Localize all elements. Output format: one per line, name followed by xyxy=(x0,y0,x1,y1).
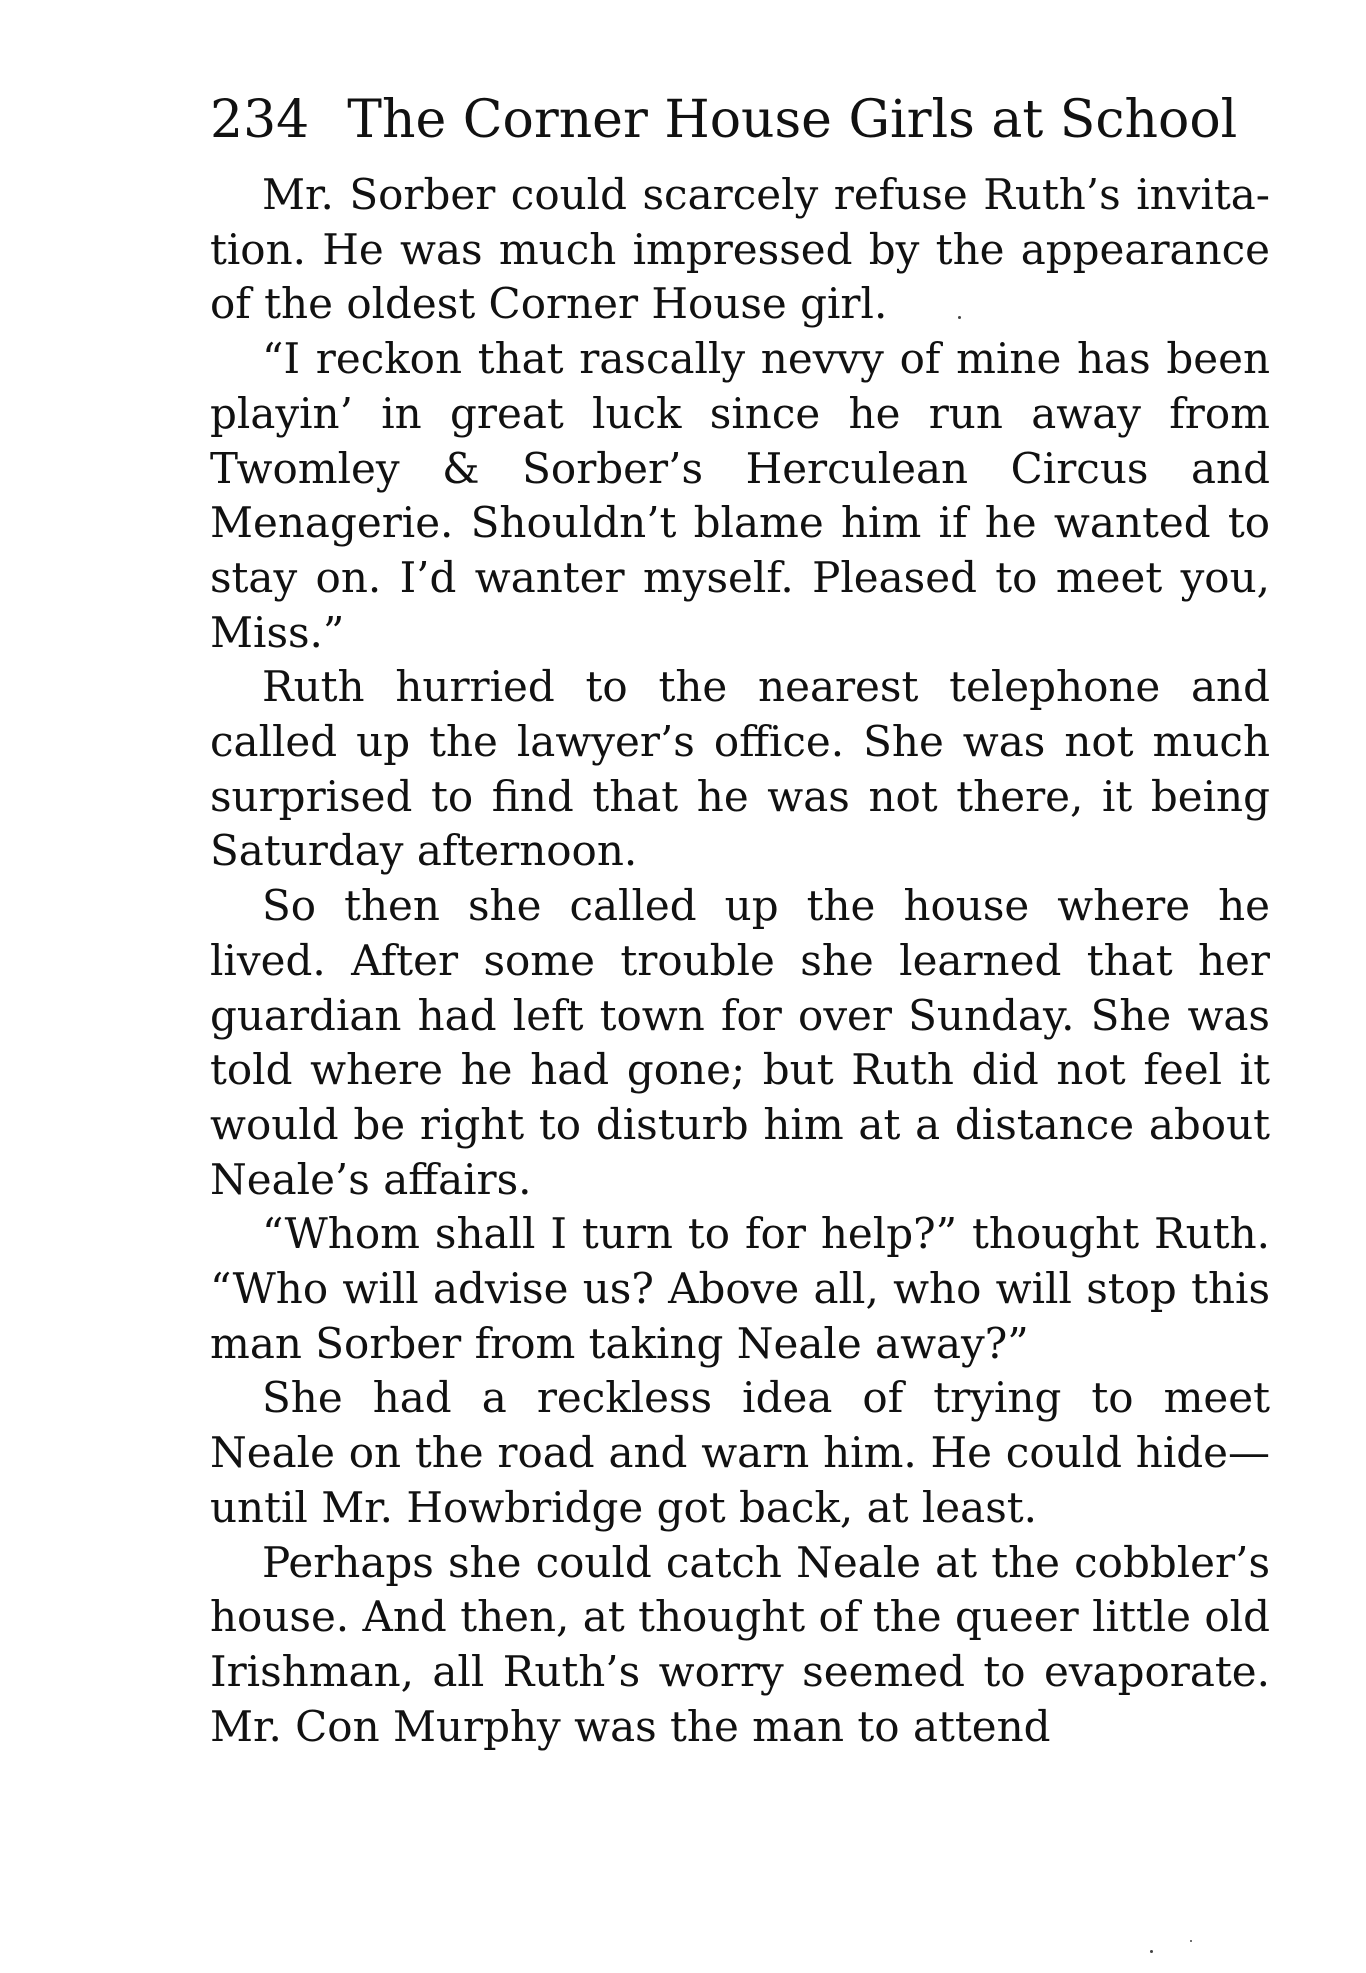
paragraph-6: She had a reckless idea of trying to meet Neale on the road and warn him. He could hide—until Mr. Howbridge got back, at least. xyxy=(210,1373,1270,1532)
paragraph-5: “Whom shall I turn to for help?” thought Ruth. “Who will advise us? Above all, who will stop this man Sorber from taking Neale away?” xyxy=(210,1209,1270,1368)
scan-speck xyxy=(1190,1940,1192,1942)
scan-speck xyxy=(1150,1950,1153,1953)
page-header xyxy=(210,78,1270,162)
body-text xyxy=(210,168,1270,1754)
running-title: The Corner House Girls at School xyxy=(347,90,1238,150)
book-page xyxy=(210,78,1270,1754)
paragraph-1: Mr. Sorber could scarcely refuse Ruth’s invitation. He was much impressed by the appearance of the oldest Corner House girl. xyxy=(210,170,1270,329)
paragraph-4: So then she called up the house where he lived. After some trouble she learned that her guardian had left town for over Sunday. She was told where he had gone; but Ruth did not feel it would be right to disturb him at a distance about Neale’s affairs. xyxy=(210,881,1270,1204)
paragraph-3: Ruth hurried to the nearest telephone and called up the lawyer’s office. She was not much surprised to find that he was not there, it being Saturday afternoon. xyxy=(210,662,1270,876)
scan-speck xyxy=(958,316,961,319)
page-number: 234 xyxy=(210,90,310,150)
paragraph-7: Perhaps she could catch Neale at the cobbler’s house. And then, at thought of the queer little old Irishman, all Ruth’s worry seemed to evaporate. Mr. Con Murphy was the man to attend xyxy=(210,1537,1270,1751)
paragraph-2: “I reckon that rascally nevvy of mine has been playin’ in great luck since he run away from Twomley & Sorber’s Herculean Circus and Menagerie. Shouldn’t blame him if he wanted to stay on. I’d wanter myself. Pleased to meet you, Miss.” xyxy=(210,334,1270,657)
